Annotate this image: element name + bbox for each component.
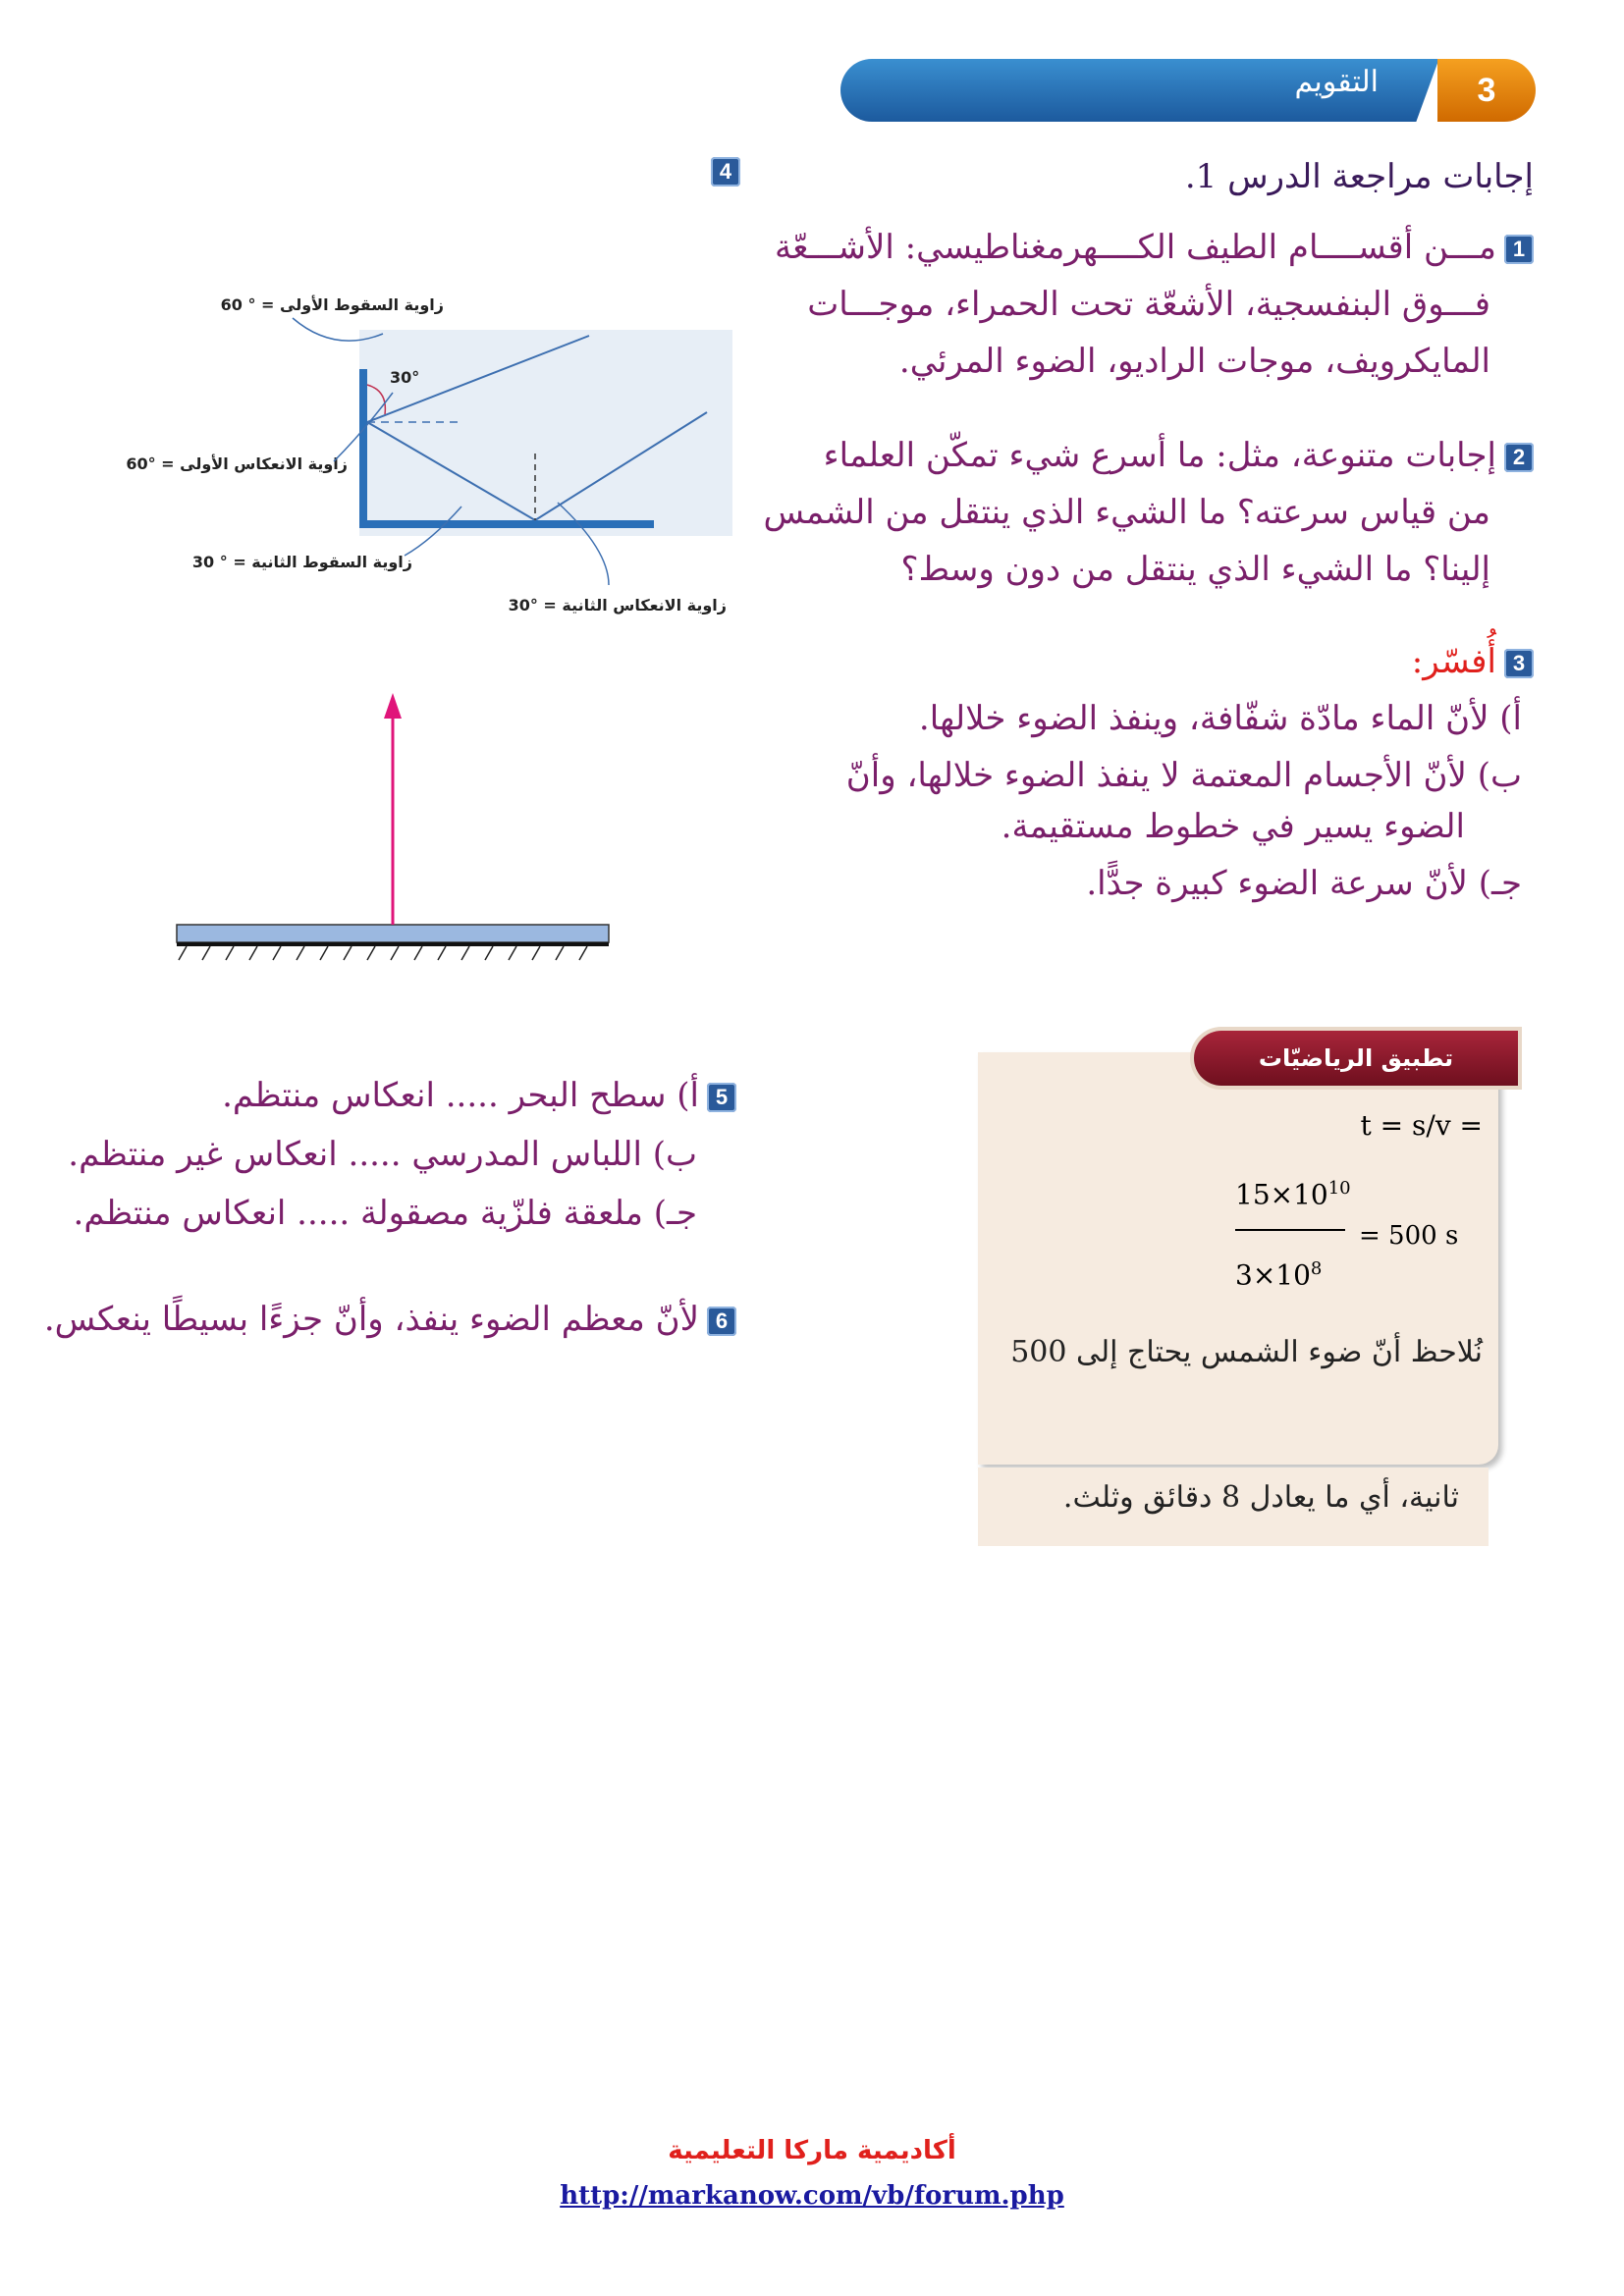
ray-arrowhead xyxy=(384,693,402,719)
answer-2-badge: 2 xyxy=(1504,443,1534,472)
section-banner xyxy=(840,59,1536,122)
q4-badge-wrap xyxy=(703,157,740,187)
answer-3-badge: 3 xyxy=(1504,649,1534,678)
mirror-hatching xyxy=(179,946,587,960)
math-application-box xyxy=(978,1031,1518,1515)
lesson-review-heading: إجابات مراجعة الدرس 1. xyxy=(1184,157,1534,196)
reflection-diagram xyxy=(39,275,746,667)
answer-1-line-2: فـــوق البنفسجية، الأشعّة تحت الحمراء، موجـــات xyxy=(807,285,1490,324)
fraction-bar xyxy=(1235,1229,1345,1231)
math-result: = 500 s xyxy=(1359,1221,1459,1251)
vertical-mirror xyxy=(359,369,367,526)
footer-link-wrap xyxy=(0,2181,1624,2211)
answer-3-line-b: ب) لأنّ الأجسام المعتمة لا ينفذ الضوء خلالها، وأنّ xyxy=(845,756,1522,795)
math-tab: تطبيق الرياضيّات xyxy=(1194,1031,1518,1086)
answer-1-line-3: المايكرويف، موجات الراديو، الضوء المرئي. xyxy=(898,342,1490,381)
answer-3-line-c: جـ) لأنّ سرعة الضوء كبيرة جدًّا. xyxy=(1086,864,1522,903)
answer-1 xyxy=(774,228,1534,381)
answer-2-line-2: من قياس سرعته؟ ما الشيء الذي ينتقل من الشمس xyxy=(763,493,1490,532)
angle-marker: 30° xyxy=(390,368,420,387)
footer-academy: أكاديمية ماركا التعليمية xyxy=(668,2136,956,2165)
answer-3-line-b2: الضوء يسير في خطوط مستقيمة. xyxy=(1001,807,1465,846)
answer-2-line-3: إلينا؟ ما الشيء الذي ينتقل من دون وسط؟ xyxy=(900,550,1490,589)
answer-5 xyxy=(49,1076,736,1233)
answer-5-line-c: جـ) ملعقة فلزّية مصقولة ..... انعكاس منتظم. xyxy=(73,1194,697,1233)
label-second-incidence: زاوية السقوط الثانية = ° 30 xyxy=(191,553,412,571)
math-formula: t = s/v = xyxy=(1360,1109,1483,1142)
answer-1-line-1: 1مـــن أقســــام الطيف الكــــهرمغناطيسي: الأشـــعّة xyxy=(827,228,1534,267)
answer-2 xyxy=(763,436,1534,589)
mirror-surface xyxy=(177,925,609,942)
answer-3-line-a: أ) لأنّ الماء مادّة شفّافة، وينفذ الضوء خلالها. xyxy=(918,699,1522,738)
answer-6-line: 6لأنّ معظم الضوء ينفذ، وأنّ جزءًا بسيطًا ينعكس. xyxy=(29,1300,736,1339)
label-first-reflection: زاوية الانعكاس الأولى = °60 xyxy=(126,454,348,473)
answer-6 xyxy=(29,1300,736,1339)
horizontal-mirror xyxy=(359,520,654,528)
label-second-reflection: زاوية الانعكاس الثانية = °30 xyxy=(508,596,727,614)
answer-6-badge: 6 xyxy=(707,1307,736,1336)
math-numerator: $15\times 10^{10}$ xyxy=(1235,1178,1351,1211)
answer-3 xyxy=(827,642,1534,903)
math-denominator: $3\times 10^8$ xyxy=(1235,1258,1323,1292)
answer-5-line-a: 5أ) سطح البحر ..... انعكاس منتظم. xyxy=(49,1076,736,1115)
normal-incidence-diagram xyxy=(167,687,619,982)
answer-2-line-1: 2إجابات متنوعة، مثل: ما أسرع شيء تمكّن العلماء xyxy=(827,436,1534,475)
q4-badge: 4 xyxy=(711,157,740,187)
banner-title: التقويم xyxy=(1294,65,1379,99)
banner-number: 3 xyxy=(1437,59,1536,122)
answer-5-line-b: ب) اللباس المدرسي ..... انعكاس غير منتظم. xyxy=(68,1135,697,1174)
label-first-incidence: زاوية السقوط الأولى = ° 60 xyxy=(220,295,444,314)
answer-3-heading: 3أُفسّر: xyxy=(827,642,1534,681)
footer-link[interactable]: http://markanow.com/vb/forum.php xyxy=(560,2181,1064,2211)
math-note-2: ثانية، أي ما يعادل 8 دقائق وثلث. xyxy=(1062,1480,1459,1515)
math-note-1: نُلاحظ أنّ ضوء الشمس يحتاج إلى 500 xyxy=(1010,1335,1483,1369)
answer-5-badge: 5 xyxy=(707,1083,736,1112)
answer-1-badge: 1 xyxy=(1504,235,1534,264)
diagram-background xyxy=(359,330,732,536)
